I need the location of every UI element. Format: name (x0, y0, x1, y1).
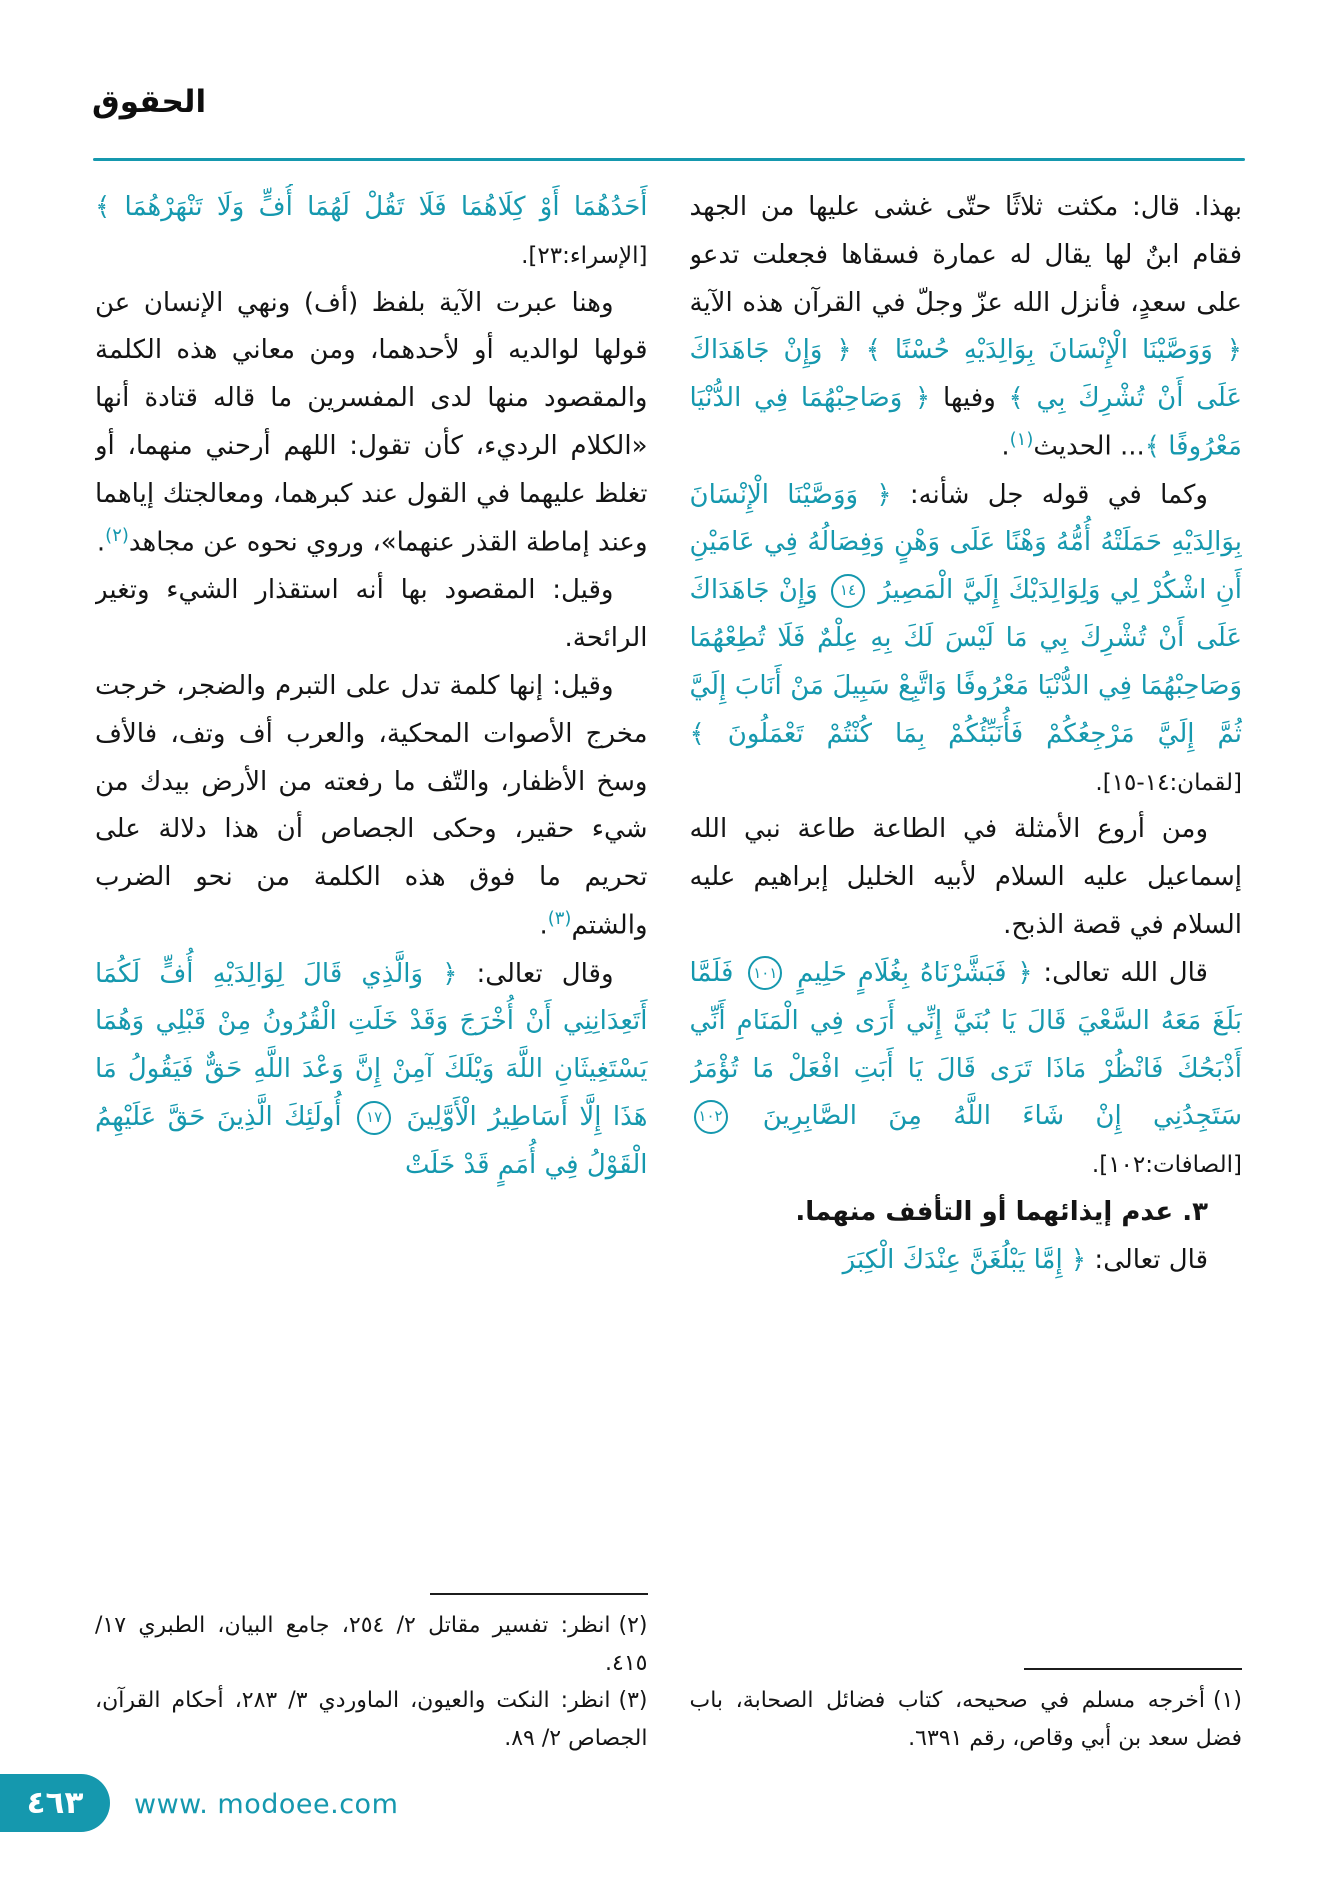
footnote-marker: (١) (1009, 429, 1034, 451)
ayah-number: ١٧ (357, 1101, 391, 1135)
verse-reference: [الإسراء:٢٣]. (521, 242, 648, 269)
quran-verse: أَحَدُهُمَا أَوْ كِلَاهُمَا فَلَا تَقُلْ لَهُمَا أُفٍّ وَلَا تَنْهَرْهُمَا ﴾ (95, 192, 648, 222)
page-number: ٤٦٣ (26, 1785, 84, 1821)
body-text: وكما في قوله جل شأنه: (891, 479, 1208, 510)
header-divider (93, 158, 1245, 161)
quran-verse: ﴿ وَوَصَّيْنَا الْإِنْسَانَ بِوَالِدَيْهِ حَمَلَتْهُ أُمُّهُ وَهْنًا عَلَى وَهْنٍ وَفِصَالُهُ فِي عَامَيْنِ أَنِ اشْكُرْ لِي وَلِوَالِدَيْكَ إِلَيَّ الْمَصِيرُ (689, 479, 1242, 606)
footnote (95, 1607, 648, 1683)
body-text: ... الحديث (1033, 431, 1145, 462)
quran-verse: وَإِنْ جَاهَدَاكَ عَلَى أَنْ تُشْرِكَ بِي مَا لَيْسَ لَكَ بِهِ عِلْمٌ فَلَا تُطِعْهُمَا وَصَاحِبْهُمَا فِي الدُّنْيَا مَعْرُوفًا وَاتَّبِعْ سَبِيلَ مَنْ أَنَابَ إِلَيَّ ثُمَّ إِلَيَّ مَرْجِعُكُمْ فَأُنَبِّئُكُمْ بِمَا كُنْتُمْ تَعْمَلُونَ ﴾ (689, 575, 1242, 749)
footnote-marker: (٢) (105, 524, 129, 546)
body-text: وهنا عبرت الآية بلفظ (أف) ونهي الإنسان عن قولها لوالديه أو لأحدهما، ومن معاني هذه الكلمة والمقصود منها لدى المفسرين ما قاله قتادة أنها «الكلام الرديء، كأن تقول: اللهم أرحني منهما، أو تغلظ عليهما في القول عند كبرهما، ومعالجتك إياهما وعند إماطة القذر عنهما»، وروي نحوه عن مجاهد (95, 287, 648, 558)
footnote-separator (430, 1593, 648, 1595)
column-right (690, 184, 1243, 1758)
ayah-number: ١٠٢ (694, 1100, 728, 1134)
verse-reference: [الصافات:١٠٢]. (1091, 1152, 1242, 1179)
quran-verse: ﴿ وَالَّذِي قَالَ لِوَالِدَيْهِ أُفٍّ لَكُمَا أَتَعِدَانِنِي أَنْ أُخْرَجَ وَقَدْ خَلَتِ الْقُرُونُ مِنْ قَبْلِي وَهُمَا يَسْتَغِيثَانِ اللَّهَ وَيْلَكَ آمِنْ إِنَّ وَعْدَ اللَّهِ حَقٌّ فَيَقُولُ مَا هَذَا إِلَّا أَسَاطِيرُ الْأَوَّلِينَ (95, 958, 648, 1133)
body-text: . (539, 910, 548, 941)
quran-verse: ﴿ إِمَّا يَبْلُغَنَّ عِنْدَكَ الْكِبَرَ (842, 1244, 1087, 1275)
website-url: www. modoee.com (134, 1789, 399, 1820)
paragraph (690, 1237, 1243, 1285)
body-text: وقال تعالى: (457, 958, 614, 989)
body-text: ٣. عدم إيذائهما أو التأفف منهما. (795, 1197, 1208, 1228)
paragraph (95, 951, 648, 1190)
quran-verse: ﴿ فَبَشَّرْنَاهُ بِغُلَامٍ حَلِيمٍ (786, 957, 1033, 988)
body-text: وفيها (930, 383, 1009, 414)
body-text: قال تعالى: (1086, 1244, 1208, 1275)
verse-reference: [لقمان:١٤-١٥]. (1095, 769, 1242, 796)
body-text: . (1001, 431, 1010, 462)
footnote (690, 1682, 1243, 1758)
footnote-marker: (٣) (547, 908, 572, 930)
column-right-text (690, 184, 1243, 1285)
quran-verse: ﴿ وَإِنْ جَاهَدَاكَ عَلَى أَنْ تُشْرِكَ بِي ﴾ (689, 335, 1242, 414)
footnote-number: (٣) (618, 1688, 648, 1714)
paragraph (690, 950, 1243, 1189)
body-text (852, 335, 866, 365)
body-text: . (96, 527, 106, 558)
paragraph (690, 472, 1243, 807)
footnote-text: انظر: تفسير مقاتل ٢/ ٢٥٤، جامع البيان، الطبري ١٧/ ٤١٥. (95, 1612, 648, 1676)
section-heading (690, 1189, 1243, 1237)
column-left-footnotes (95, 1581, 648, 1758)
quran-verse: ﴿ وَصَاحِبْهُمَا فِي الدُّنْيَا مَعْرُوفًا ﴾ (689, 383, 1242, 462)
running-head-title: الحقوق (92, 84, 207, 120)
body-text: بهذا. قال: مكثت ثلاثًا حتّى غشى عليها من الجهد فقام ابنٌ لها يقال له عمارة فسقاها فجعلت تدعو على سعدٍ، فأنزل الله عزّ وجلّ في القرآن هذه الآية (689, 192, 1242, 318)
footnote (95, 1682, 648, 1758)
body-text: قال الله تعالى: (1032, 957, 1208, 988)
ayah-number: ١٠١ (748, 956, 782, 990)
paragraph (95, 184, 648, 280)
footnote-separator (1024, 1668, 1242, 1670)
ayah-number: ١٤ (831, 574, 865, 608)
quran-verse: ﴿ وَوَصَّيْنَا الْإِنْسَانَ بِوَالِدَيْهِ حُسْنًا ﴾ (865, 335, 1242, 366)
footnote-number: (٢) (618, 1612, 648, 1638)
column-right-footnotes (690, 1656, 1243, 1758)
two-column-layout (95, 184, 1242, 1758)
quran-verse: فَلَمَّا بَلَغَ مَعَهُ السَّعْيَ قَالَ يَا بُنَيَّ إِنِّي أَرَى فِي الْمَنَامِ أَنِّي أَذْبَحُكَ فَانْظُرْ مَاذَا تَرَى قَالَ يَا أَبَتِ افْعَلْ مَا تُؤْمَرُ سَتَجِدُنِي إِنْ شَاءَ اللَّهُ مِنَ الصَّابِرِينَ (689, 957, 1242, 1132)
paragraph (95, 567, 648, 663)
column-left-text (95, 184, 648, 1190)
body-text: ومن أروع الأمثلة في الطاعة طاعة نبي الله إسماعيل عليه السلام لأبيه الخليل إبراهيم عليه السلام في قصة الذبح. (689, 814, 1242, 941)
paragraph (95, 663, 648, 951)
paragraph (690, 184, 1243, 472)
footnote-text: انظر: النكت والعيون، الماوردي ٣/ ٢٨٣، أحكام القرآن، الجصاص ٢/ ٨٩. (95, 1688, 648, 1752)
footnote-text: أخرجه مسلم في صحيحه، كتاب فضائل الصحابة، باب فضل سعد بن أبي وقاص، رقم ٦٣٩١. (689, 1688, 1242, 1752)
quran-verse: أُولَئِكَ الَّذِينَ حَقَّ عَلَيْهِمُ الْقَوْلُ فِي أُمَمٍ قَدْ خَلَتْ (95, 1102, 648, 1180)
body-text: وقيل: المقصود بها أنه استقذار الشيء وتغير الرائحة. (95, 575, 648, 654)
paragraph (690, 806, 1243, 949)
body-text: وقيل: إنها كلمة تدل على التبرم والضجر، خرجت مخرج الأصوات المحكية، والعرب أف وتف، فالأف وسخ الأظفار، والتّف ما رفعته من الأرض بيدك من شيء حقير، وحكى الجصاص أن هذا دلالة على تحريم ما فوق هذه الكلمة من نحو الضرب والشتم (95, 670, 648, 941)
footnote-number: (١) (1212, 1688, 1242, 1714)
page-number-tab (0, 1774, 110, 1832)
paragraph (95, 280, 648, 568)
column-left (95, 184, 648, 1758)
